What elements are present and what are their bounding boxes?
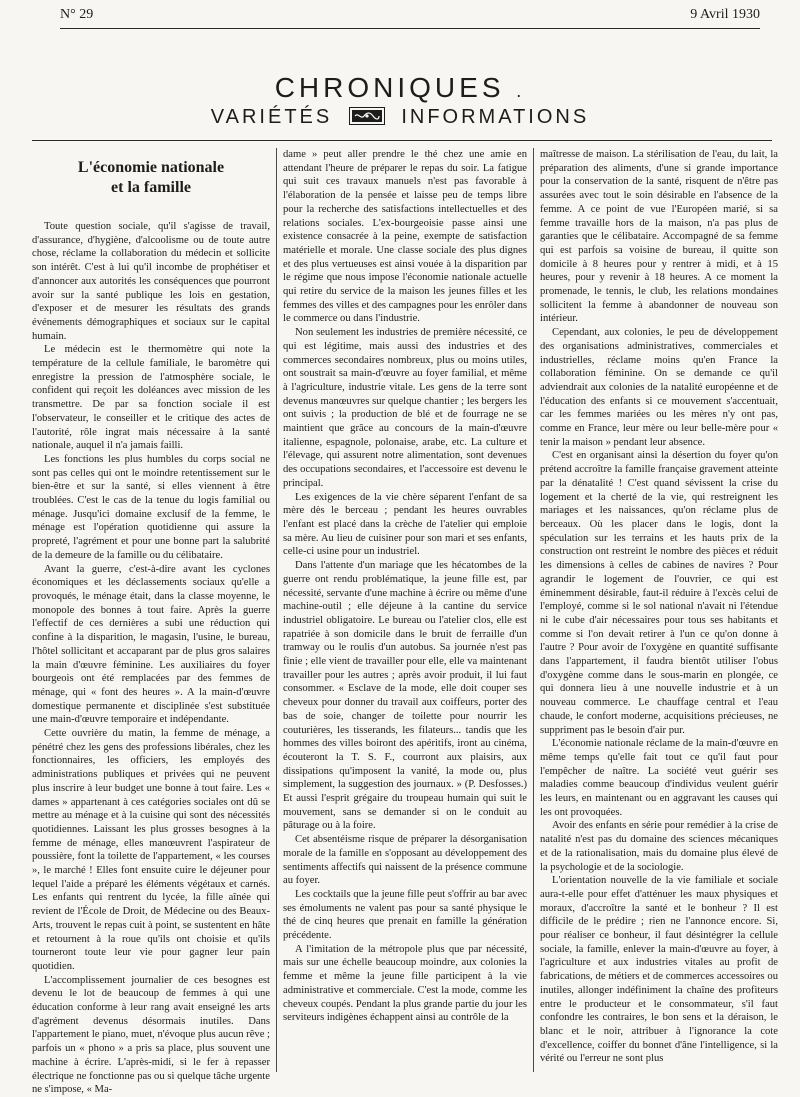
paragraph: maîtresse de maison. La stérilisation de l'eau, du lait, la préparation des aliments, d'une si grande importance pour la conservation de la santé, risquent de n'être pas assurées avec tout le soin désirable en l'absence de la femme. A ce point de vue l'Européen marié, si sa femme travaille hors de la maison, n'a pas plus de garanties que le célibataire. Accompagné de sa femme qui est parfois sa voisine de bureau, il quitte son domicile à 8 heures pour y rentrer à midi, et à 15 heures, pour y revenir à 18 heures. A ce moment la promenade, le tennis, le club, les relations mondaines sollicitent la femme à abandonner de nouveau son intérieur. <box>540 149 778 325</box>
paragraph: Avoir des enfants en série pour remédier à la crise de natalité n'est pas du domaine des sciences mécaniques et de la rationalisation, mais du domaine plus élevé de la psychologie et de la sociologie. <box>540 820 778 873</box>
paragraph: Les fonctions les plus humbles du corps social ne sont pas celles qui ont le moindre retentissement sur le bien-être et sur la santé, si elles viennent à être troublées. C'est le cas de la tenue du logis familial ou ménage. Jusqu'ici domaine exclusif de la femme, le ménage est l'opération quotidienne qui assure la propreté, l'agrément et pour une bonne part la salubrité de la demeure de la famille ou du célibataire. <box>32 453 270 561</box>
paragraph: Avant la guerre, c'est-à-dire avant les cyclones économiques et les déclassements sociaux qu'elle a provoqués, le ménage était, dans la classe moyenne, le monopole des bonnes à tout faire. Après la guerre l'effectif de ces dernières a subi une réduction qui confine à la disparition, le magasin, l'usine, le bureau, l'hôtel sollicitant et accaparant par de plus gros salaires la main d'œuvre féminine. Les auxiliaires du foyer bourgeois ont été remplacées par des femmes de ménage, qui « font des heures ». A la main-d'œuvre domestique permanente et disciplinée s'est substituée une main-d'œuvre temporaire et indépendante. <box>32 563 270 726</box>
paragraph: Non seulement les industries de première nécessité, ce qui est légitime, mais aussi des industries et des commerces secondaires nombreux, plus ou moins utiles, ont soustrait sa main-d'œuvre au foyer familial, et même à l'agriculture, industrie vitale. Les gens de la terre sont devenus manœuvres sur quelque chantier ; les bergers les ont suivis ; la production de blé et de fourrage ne se maintient que grâce au concours de la main-d'œuvre italienne, espagnole, polonaise, arabe, etc. La culture et l'élevage, qui assurent notre alimentation, sont devenues des occupations secondaires, et l'accessoire est devenu le principal. <box>283 327 527 489</box>
paragraph: Les exigences de la vie chère séparent l'enfant de sa mère dès le berceau ; pendant les heures ouvrables l'enfant est placé dans la crèche de l'atelier qui emploie sa mère. Au lieu de cuisiner pour son mari et ses enfants, celle-ci usine pour un industriel. <box>283 491 527 558</box>
article-title <box>32 158 270 198</box>
article-column-2 <box>283 148 527 1025</box>
paragraph: L'orientation nouvelle de la vie familiale et sociale aura-t-elle pour effet d'atténuer les maux physiques et moraux, d'accroître la santé et le bonheur ? Il est difficile de le prédire ; rien ne l'annonce encore. Si, pour réaliser ce bonheur, il faut désintégrer la cellule sociale, la famille, enlever la main-d'œuvre au foyer, à l'agriculture et aux industries vitales au profit de fabrications, de métiers et de commerces accessoires ou inutiles, allonger indéfiniment la chaîne des profiteurs entre le producteur et le consommateur, s'il faut confondre les contraires, le bon sens et la déraison, le blanc et le noir, attribuer à l'ignorance la cote d'excellence, coiffer du bonnet d'âne l'intelligence, si la vérité ou l'erreur ne sont plus <box>540 875 778 1065</box>
paragraph: Les cocktails que la jeune fille peut s'offrir au bar avec ses émoluments ne valent pas pour sa santé physique le thé de cinq heures que prenait en famille la génération précédente. <box>283 888 527 942</box>
paragraph: dame » peut aller prendre le thé chez une amie en attendant l'heure de préparer le repas du soir. La fatigue qui suit ces travaux manuels n'est pas favorable à l'élaboration de la pensée et laisse peu de temps libre pour la recherche des satisfactions intellectuelles et des relations sociales. L'ex-bourgeoisie passe ainsi une existence consacrée à la peine, exempte de satisfaction matérielle et morale. Une classe sociale des plus dignes et des plus vertueuses est ainsi vouée à la disparition par le régime que nous impose l'économie nationale actuelle qui retire du service de la maison les jeunes filles et les femmes des villes et des campagnes pour les enrôler dans le commerce ou dans l'industrie. <box>283 149 527 325</box>
paragraph: L'accomplissement journalier de ces besognes est devenu le lot de beaucoup de femmes à qui une éducation conforme à leur rang avait enseigné les arts d'agrément devenus désormais inutiles. Dans l'appartement le piano, muet, n'évoque plus aucun rêve ; parfois un « phono » a pris sa place, plus souvent une machine à écrire. L'après-midi, si le fer à repasser électrique ne fonctionne pas ou si quelque tâche urgente ne s'impose, « Ma- <box>32 974 270 1096</box>
paragraph: C'est en organisant ainsi la désertion du foyer qu'on prétend accroître la famille française gravement atteinte par la dénatalité ! C'est quand sévissent la crise du logement et la cherté de la vie, qui restreignent les mariages et les naissances, qu'on réclame plus de berceaux. Où les placer dans le logis, dont la spéculation sur les terrains et les hauts prix de la construction ont restreint le nombre des pièces et réduit les dimensions à celles de cabines de navires ? Pour agrandir le logement de l'ouvrier, ce qui est éminemment désirable, faut-il réduire à l'excès celui de l'employé, comme si le sol national n'avait ni l'étendue ni le cube d'air nécessaires pour tous ses habitants et comme si l'on devait retirer à l'un ce qu'on donne à l'autre ? Pour avoir de l'oxygène en quantité suffisante dans l'appartement, il faudra bientôt utiliser l'obus d'oxygène comme dans le sous-marin en plongée, ce qui donnera lieu à une nouvelle industrie et à un nouveau commerce. Le chauffage central et l'eau chaude, le confort moderne, acquisitions précieuses, ne suppriment pas le besoin d'air pur. <box>540 450 778 736</box>
masthead-subtitle <box>0 106 800 129</box>
issue-date: 9 Avril 1930 <box>690 7 760 22</box>
subtitle-right: INFORMATIONS <box>401 106 590 128</box>
paragraph: L'économie nationale réclame de la main-d'œuvre en même temps qu'elle fait tout ce qu'il faut pour l'empêcher de naître. La société veut guérir ses maladies comme beaucoup d'individus veulent guérir les leurs, en maintenant ou en aggravant les causes qui les ont provoquées. <box>540 738 778 818</box>
masthead <box>0 72 800 129</box>
paragraph: Cet absentéisme risque de préparer la désorganisation morale de la famille en s'opposant au développement des sentiments affectifs qui naissent de la présence commune au foyer. <box>283 834 527 887</box>
article-column-3 <box>540 148 778 1066</box>
article-title-line: et la famille <box>111 179 191 196</box>
masthead-title <box>0 72 800 104</box>
paragraph: Cependant, aux colonies, le peu de développement des organisations administratives, commerciales et industrielles, réclame moins qu'en France la collaboration féminine. On se demande ce qu'il adviendrait aux colonies de la natalité européenne et de l'éducation des enfants si ce mouvement s'accentuait, car les femmes mariées ou les mères n'y ont pas, comme en France, leur mère ou leur belle-mère pour « tenir la maison » pendant leur absence. <box>540 327 778 448</box>
column-divider <box>276 148 277 1072</box>
page-header <box>60 4 760 29</box>
article-column-1 <box>32 148 270 1097</box>
masthead-title-dot: . <box>516 81 526 101</box>
article-title-line: L'économie nationale <box>77 159 225 176</box>
paragraph: Cette ouvrière du matin, la femme de ménage, a pénétré chez les gens des professions libérales, chez les fonctionnaires, les officiers, les employés des administrations publiques et privées qui ne peuvent plus inscrire à leur budget une bonne à tout faire. Les « dames » appartenant à ces catégories sociales ont dû se mettre au ménage et à la cuisine qui sont des nécessités quotidiennes. Laissant les plus grosses besognes à la femme de ménage, elles manœuvrent l'aspirateur de poussière, font la toilette de l'appartement, « les courses », le marché ! Elles font ensuite cuire le déjeuner pour lequel l'aide a préparé les éléments végétaux et carnés. Les enfants qui rentrent du lycée, la fille aînée qui revient de l'École de Droit, de Médecine ou des Beaux-Arts, trouvent le repas cuit à point, se sustentent en hâte et retournent à la roue qu'ils ont choisie et qu'ils tourneront toute leur vie pour gagner leur pain quotidien. <box>32 728 270 972</box>
subtitle-left: VARIÉTÉS <box>210 106 333 128</box>
paragraph: A l'imitation de la métropole plus que par nécessité, mais sur une échelle beaucoup moindre, aux colonies la femme et même la jeune fille participent à la vie administrative et commerciale. C'est la mode, comme les cheveux coupés. Pendant la plus grande partie du jour les serviteurs indigènes échappent ainsi au contrôle de la <box>283 943 527 1024</box>
paragraph: Toute question sociale, qu'il s'agisse de travail, d'assurance, d'hygiène, d'alcoolisme ou de toute autre chose, réclame la collaboration du médecin et sollicite son intérêt. C'est à lui qu'il incombe de prophétiser et d'annoncer aux autorités les conséquences que pourront avoir sur la santé publique les lois en gestation, d'exposer et de mesurer les résultats des grands événements démographiques et sociaux sur le capital humain. <box>32 221 270 342</box>
masthead-title-text: CHRONIQUES <box>274 72 505 103</box>
masthead-rule <box>32 140 772 141</box>
decorative-ornament-icon <box>349 107 385 125</box>
paragraph: Dans l'attente d'un mariage que les hécatombes de la guerre ont rendu problématique, la jeune fille est, par nécessité, servante d'une machine à écrire ou même d'une machine-outil ; elle déjeune à la cantine du service industriel obligatoire. Le bureau ou l'atelier clos, elle est rapatriée à son domicile dans le bruit de ferraille d'un tramway ou le roulis d'un autobus. Sa journée n'est pas finie ; elle vient de travailler pour elle, elle va maintenant travailler pour les autres ; après avoir produit, il lui faut consommer. « Esclave de la mode, elle doit couper ses cheveux pour donner du travail aux coiffeurs, porter des bas de soie, changer de toilette pour nourrir les couturières, les tisserands, les filateurs... tandis que les hommes des villes boiront des apéritifs, iront au cinéma, écouteront la T. S. F., courront aux plaisirs, aux dissipations qu'imposent la vanité, la mode ou, plus simplement, la suggestion des journaux. » (P. Desfosses.) Et aussi l'esprit grégaire du troupeau humain qui suit le mouvement, sans se demander si on le conduit au pâturage ou à la foire. <box>283 560 527 832</box>
paragraph: Le médecin est le thermomètre qui note la température de la cellule familiale, le baromètre qui enregistre la pression de l'atmosphère sociale, le confident qui reçoit les doléances avec mission de les transmettre. De par sa fonction sociale il est l'observateur, le conseiller et le critique des actes de l'autorité, rôle ingrat mais nécessaire à la santé nationale, auquel il n'a jamais failli. <box>32 344 270 452</box>
issue-number: N° 29 <box>60 7 94 22</box>
column-divider <box>533 148 534 1072</box>
